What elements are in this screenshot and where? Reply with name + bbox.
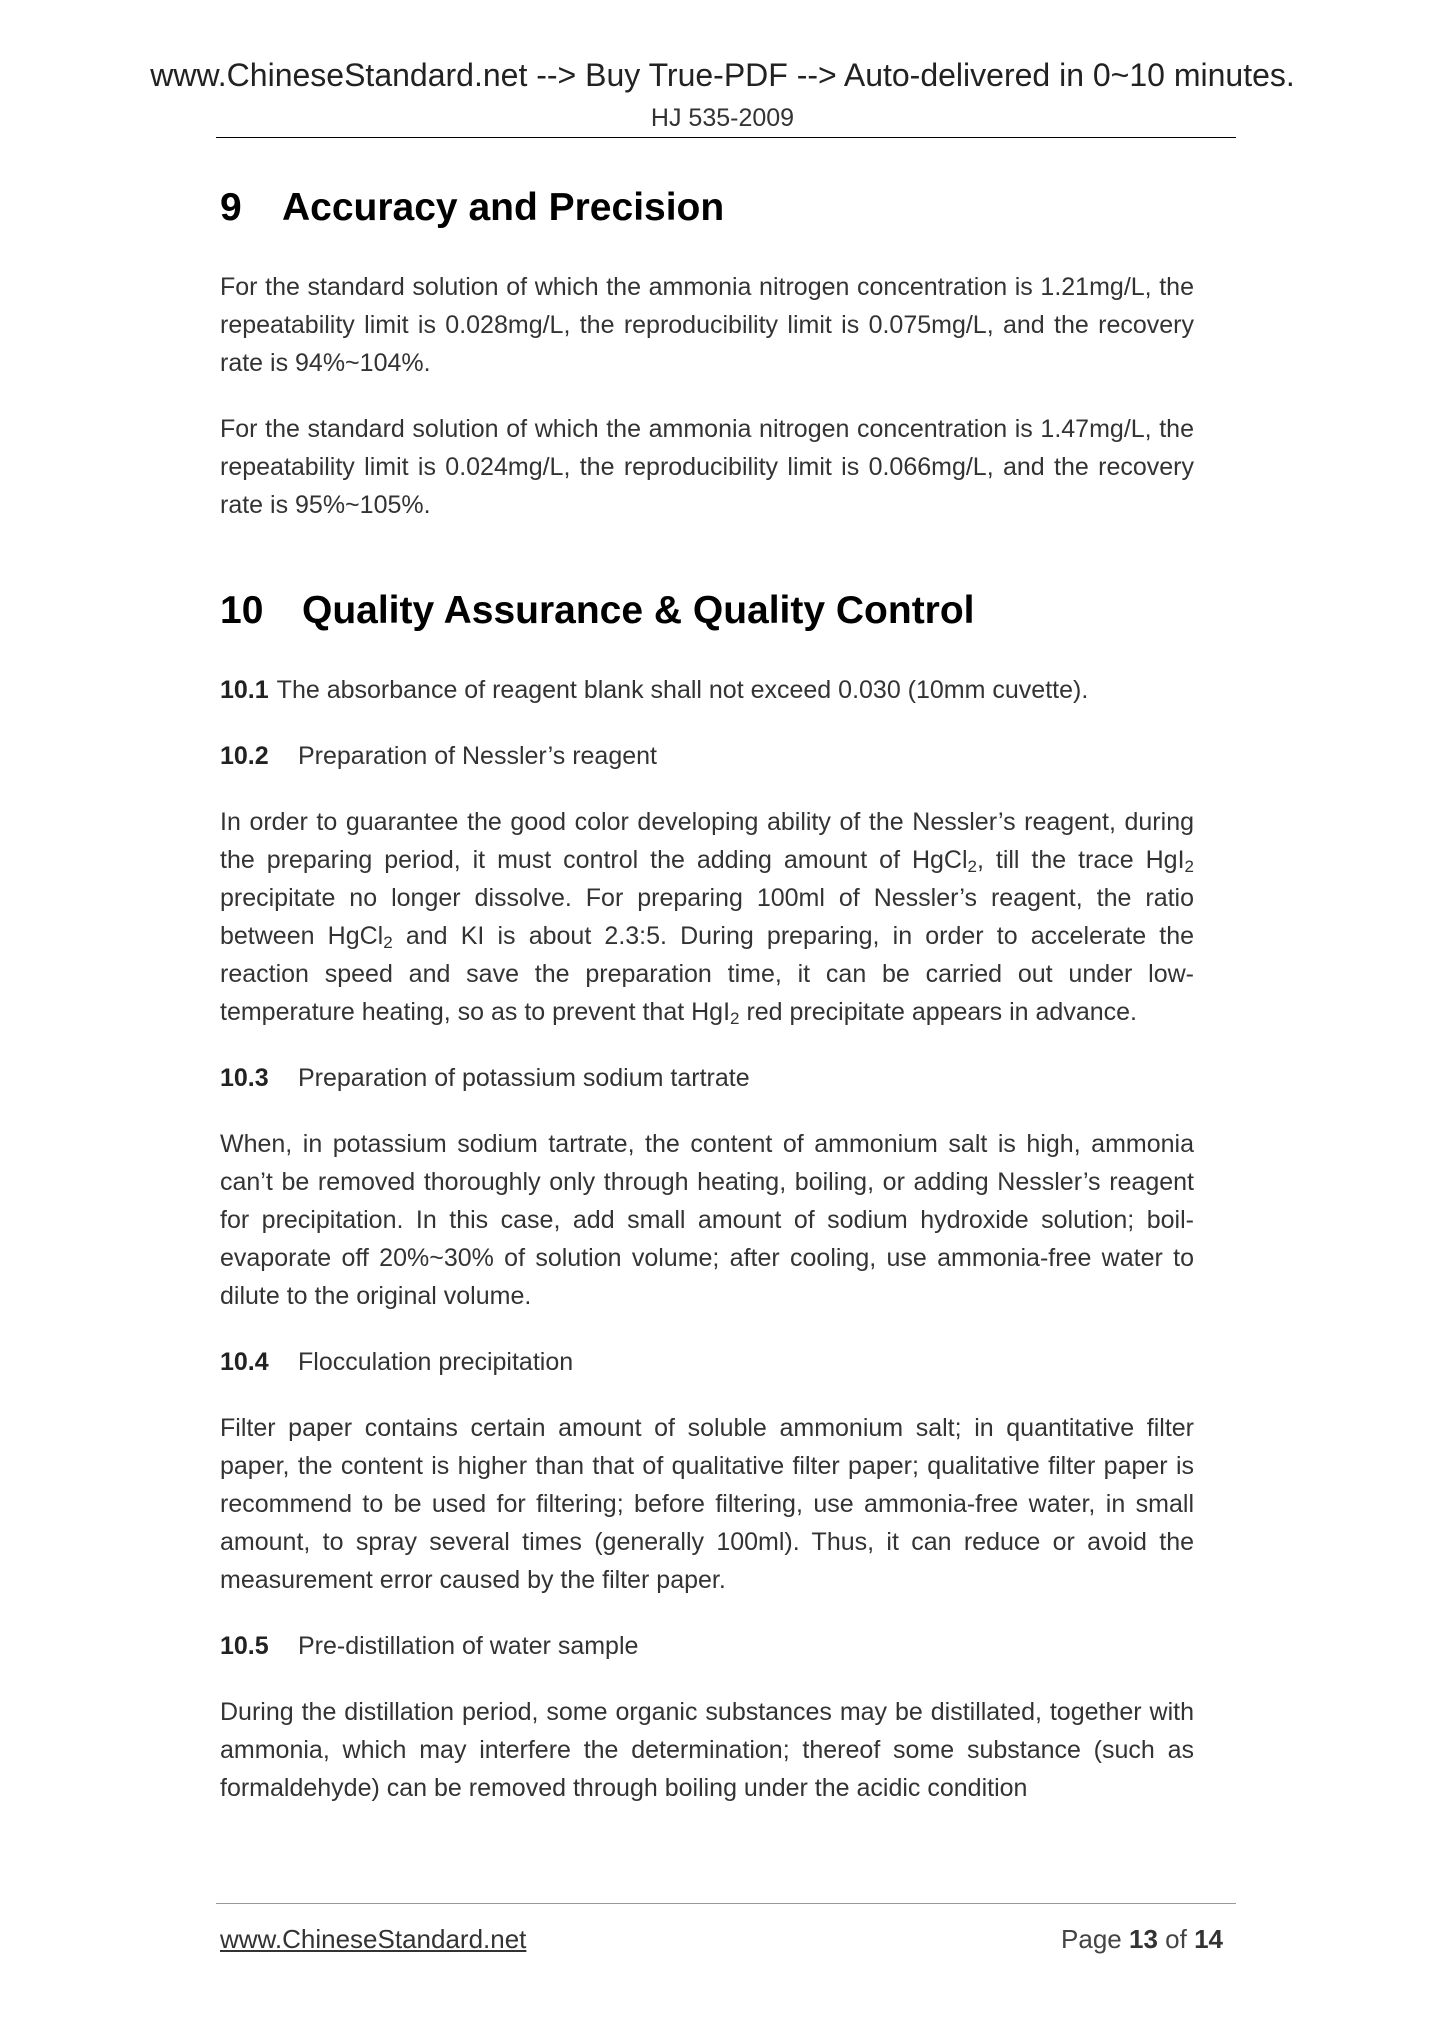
standard-number: HJ 535-2009 [650, 104, 795, 132]
section-10-heading [220, 588, 1194, 635]
clause-10-5-body: During the distillation period, some organic substances may be distillated, together with ammonia, which may interfere the determination; thereof some substance (such as formaldehyde) can be removed through boiling under the acidic condition [220, 1697, 1194, 1802]
clause-number: 10.3 [220, 1063, 269, 1092]
header-banner: www.ChineseStandard.net --> Buy True-PDF --> Auto-delivered in 0~10 minutes. [150, 57, 1295, 93]
clause-heading: Flocculation precipitation [298, 1347, 574, 1376]
header-divider [216, 137, 1236, 138]
section-9-heading [220, 185, 1194, 232]
clause-heading: Pre-distillation of water sample [298, 1631, 639, 1660]
page-label: Page [1061, 1924, 1122, 1954]
text-run: , till the trace HgI [977, 845, 1185, 874]
clause-10-4-heading [220, 1343, 1194, 1381]
section-number: 9 [220, 186, 242, 229]
clause-10-2-body [220, 803, 1194, 1031]
page-current: 13 [1129, 1924, 1158, 1954]
clause-10-4-body: Filter paper contains certain amount of soluble ammonium salt; in quantitative filter paper, the content is higher than that of qualitative filter paper; qualitative filter paper is recommend to be used for filtering; before filtering, use ammonia-free water, in small amount, to spray several times (generally 100ml). Thus, it can reduce or avoid the measurement error caused by the filter paper. [220, 1413, 1194, 1594]
document-body [220, 185, 1194, 1835]
clause-number: 10.4 [220, 1347, 269, 1376]
clause-number: 10.5 [220, 1631, 269, 1660]
footer-website-link[interactable]: www.ChineseStandard.net [220, 1924, 527, 1954]
page-of: of [1165, 1924, 1187, 1954]
page-total: 14 [1194, 1924, 1223, 1954]
clause-heading: Preparation of potassium sodium tartrate [298, 1063, 750, 1092]
subscript: 2 [730, 1008, 740, 1028]
footer-divider [216, 1903, 1236, 1904]
clause-number: 10.1 [220, 675, 269, 704]
section-number: 10 [220, 588, 264, 632]
paragraph: For the standard solution of which the ammonia nitrogen concentration is 1.47mg/L, the repeatability limit is 0.024mg/L, the reproducibility limit is 0.066mg/L, and the recovery rate is 95%~105%. [220, 414, 1194, 519]
clause-number: 10.2 [220, 741, 269, 770]
text-run: precipitate no longer dissolve. For preparing 100ml of Nessler’s reagent, the ratio between HgCl [220, 883, 1194, 950]
paragraph: For the standard solution of which the ammonia nitrogen concentration is 1.21mg/L, the repeatability limit is 0.028mg/L, the reproducibility limit is 0.075mg/L, and the recovery rate is 94%~104%. [220, 272, 1194, 377]
clause-10-3-body: When, in potassium sodium tartrate, the content of ammonium salt is high, ammonia can’t be removed thoroughly only through heating, boiling, or adding Nessler’s reagent for precipitation. In this case, add small amount of sodium hydroxide solution; boil-evaporate off 20%~30% of solution volume; after cooling, use ammonia-free water to dilute to the original volume. [220, 1129, 1194, 1310]
subscript: 2 [383, 932, 393, 952]
clause-10-2-heading [220, 737, 1194, 775]
text-run: and KI is about 2.3:5. During preparing, in order to accelerate the reaction speed and save the preparation time, it can be carried out under low-temperature heating, so as to prevent that HgI [220, 921, 1195, 1026]
text-run: red precipitate appears in advance. [739, 997, 1137, 1026]
subscript: 2 [967, 856, 977, 876]
text-run: In order to guarantee the good color developing ability of the Nessler’s reagent, during the preparing period, it must control the adding amount of HgCl [220, 807, 1194, 874]
subscript: 2 [1184, 856, 1195, 876]
clause-10-5-heading [220, 1627, 1194, 1665]
clause-10-3-heading [220, 1059, 1194, 1097]
section-title: Quality Assurance & Quality Control [302, 588, 975, 632]
clause-heading: Preparation of Nessler’s reagent [298, 741, 657, 770]
clause-10-1 [220, 671, 1194, 709]
page-indicator [1061, 1924, 1223, 1955]
clause-text: The absorbance of reagent blank shall not exceed 0.030 (10mm cuvette). [276, 675, 1089, 704]
section-title: Accuracy and Precision [282, 186, 725, 229]
